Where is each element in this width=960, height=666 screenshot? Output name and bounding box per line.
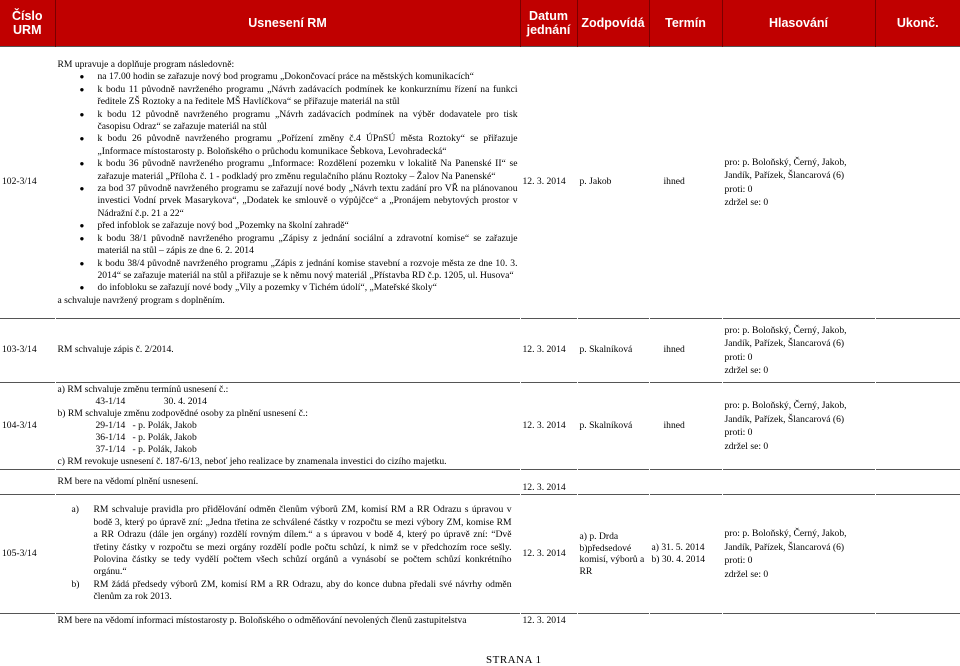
resolution-number: 102-3/14 <box>0 47 55 319</box>
deadline <box>649 614 722 629</box>
header-done: Ukonč. <box>875 0 960 47</box>
voting-result <box>722 495 875 614</box>
point-text: RM schvaluje pravidla pro přidělování odměn členům výborů ZM, komisí RM a RR Odrazu s úpravou v bodě 3, který po úpravě zní: „Jedna třetina ze schválené částky v rozpočtu se mezi výbory ZM, komise RM a RR Odrazu (dále jen orgány) rozdělí rovným dílem.“ a s úpravou v bodě 4, který po úpravě zní: “Dvě třetiny částky v rozpočtu se mezi orgány rozdělí podle počtu schůzí, k nimž se v předchozím roce sešly. Polovina částky se tedy vydělí počtem všech schůzí orgánů a vynásobí se počtem schůzí konkrétního orgánu.“ <box>93 504 512 578</box>
voting-result <box>722 383 875 470</box>
vote-proti: proti: 0 <box>724 427 753 438</box>
resolution-outro: a schvaluje navržený program s doplněním. <box>57 294 225 306</box>
header-date: Datum jednání <box>520 0 577 47</box>
table-row <box>0 495 960 614</box>
vote-pro: pro: p. Boloňský, Černý, Jakob, Jandík, Pařízek, Šlancarová (6) <box>724 324 847 349</box>
list-item: ● do infobloku se zařazují nové body „Vily a pozemky v Tichém údolí“, „Mateřské školy“ <box>98 282 518 294</box>
text-line: 29-1/14 - p. Polák, Jakob <box>95 420 197 431</box>
point-letter: a) <box>71 504 79 516</box>
page-footer: STRANA 1 <box>486 654 542 666</box>
meeting-date: 12. 3. 2014 <box>520 614 577 629</box>
header-deadline: Termín <box>649 0 722 47</box>
meeting-date: 12. 3. 2014 <box>520 319 577 383</box>
resolution-text: RM bere na vědomí plnění usnesení. <box>55 470 520 495</box>
responsible-person <box>577 470 649 495</box>
table-row <box>0 383 960 470</box>
vote-abstain: zdržel se: 0 <box>724 440 769 452</box>
text-line: a) RM schvaluje změnu termínů usnesení č.: <box>57 384 229 395</box>
table-row <box>0 47 960 319</box>
vote-pro: pro: p. Boloňský, Černý, Jakob, Jandík, Pařízek, Šlancarová (6) <box>724 156 847 181</box>
resolution-text: RM schvaluje zápis č. 2/2014. <box>55 319 520 383</box>
list-item: ● k bodu 12 původně navrženého programu „Návrh zadávacích podmínek na výběr dodavatele pro tisk časopisu Odraz“ se zařazuje materiál na stůl <box>98 109 518 134</box>
resolution-text: RM bere na vědomí informaci místostarosty p. Boloňského o odměňování nevolených členů zastupitelstva <box>55 614 520 629</box>
deadline: ihned <box>649 383 722 470</box>
text-line: 43-1/14 30. 4. 2014 <box>95 396 207 407</box>
list-item: ● k bodu 38/1 původně navrženého programu „Zápisy z jednání sociální a zdravotní komise“ se zařazuje materiál na stůl – zápis ze dne 6. 2. 2014 <box>98 233 518 258</box>
resolution-number: 103-3/14 <box>0 319 55 383</box>
list-item: ● k bodu 36 původně navrženého programu „Informace: Rozdělení pozemku v lokalitě Na Panenské II“ se zařazuje materiál „Příloha č. 1 - podkladý pro změnu regulačního plánu Roztoky – Žalov Na Panenské“ <box>98 158 518 183</box>
bullet-list <box>58 71 518 294</box>
header-responsible: Zodpovídá <box>577 0 649 47</box>
vote-proti: proti: 0 <box>724 555 753 566</box>
list-item: ● před infoblok se zařazuje nový bod „Pozemky na školní zahradě“ <box>98 220 518 232</box>
point-b <box>58 579 518 604</box>
resolution-text <box>55 383 520 470</box>
done-cell <box>875 47 960 319</box>
header-resolution: Usnesení RM <box>55 0 520 47</box>
voting-result <box>722 319 875 383</box>
deadline: ihned <box>649 47 722 319</box>
text-line: c) RM revokuje usnesení č. 187-6/13, neboť jeho realizace by znamenala investici do cizího majetku. <box>57 456 447 467</box>
point-a <box>58 504 518 578</box>
deadline-a: a) 31. 5. 2014 <box>651 541 705 553</box>
deadline: ihned <box>649 319 722 383</box>
meeting-date: 12. 3. 2014 <box>520 495 577 614</box>
done-cell <box>875 614 960 629</box>
list-item: ● k bodu 26 původně navrženého programu „Pořízení změny č.4 ÚPnSÚ města Roztoky“ se přiřazuje „Informace místostarosty p. Boloňského o průchodu komunikace Šebkova, Levohradecká“ <box>98 133 518 158</box>
header-voting: Hlasování <box>722 0 875 47</box>
meeting-date: 12. 3. 2014 <box>520 47 577 319</box>
meeting-date: 12. 3. 2014 <box>520 470 577 495</box>
resolution-number: 104-3/14 <box>0 383 55 470</box>
vote-abstain: zdržel se: 0 <box>724 568 769 580</box>
deadline <box>649 495 722 614</box>
table-row <box>0 319 960 383</box>
responsible-person: p. Skalníková <box>577 319 649 383</box>
vote-pro: pro: p. Boloňský, Černý, Jakob, Jandík, Pařízek, Šlancarová (6) <box>724 400 847 425</box>
table-row <box>0 614 960 629</box>
list-item: ● za bod 37 původně navrženého programu se zařazují nové body „Návrh textu zadání pro VŘ na plánovanou investici Vodní prvek Masarykova“, „Dodatek ke smlouvě o výpůjčce“ a „Pronájem nebytových prostor v Nádražní č.p. 21 a 22“ <box>98 183 518 220</box>
list-item: ● k bodu 11 původně navrženého programu „Návrh zadávacích podmínek ke konkurznímu řízení na funkci ředitele ZŠ Roztoky a na ředitele MŠ Havlíčkova“ se přiřazuje materiál na stůl <box>98 84 518 109</box>
responsible-person: a) p. Drda b)předsedové komisí, výborů a RR <box>577 495 649 614</box>
list-item: ● k bodu 38/4 původně navrženého programu „Zápis z jednání komise stavební a rozvoje města ze dne 10. 3. 2014“ se zařazuje materiál na stůl a přiřazuje se k němu nový materiál „Přístavba RD č.p. 1205, ul. Husova“ <box>98 258 518 283</box>
point-letter: b) <box>71 578 80 590</box>
vote-abstain: zdržel se: 0 <box>724 197 769 208</box>
voting-result <box>722 470 875 495</box>
voting-result <box>722 47 875 319</box>
table-row <box>0 470 960 495</box>
done-cell <box>875 383 960 470</box>
vote-pro: pro: p. Boloňský, Černý, Jakob, Jandík, Pařízek, Šlancarová (6) <box>724 528 847 553</box>
responsible-person: p. Jakob <box>577 47 649 319</box>
done-cell <box>875 470 960 495</box>
resolution-intro: RM upravuje a doplňuje program následovně: <box>57 59 235 70</box>
done-cell <box>875 319 960 383</box>
text-line: 37-1/14 - p. Polák, Jakob <box>95 444 197 455</box>
vote-proti: proti: 0 <box>724 183 753 195</box>
resolution-number <box>0 614 55 629</box>
resolution-number: 105-3/14 <box>0 495 55 614</box>
list-item: ● na 17.00 hodin se zařazuje nový bod programu „Dokončovací práce na městských komunikacích“ <box>98 71 518 83</box>
vote-proti: proti: 0 <box>724 351 753 363</box>
resolution-number <box>0 470 55 495</box>
resolution-text <box>55 495 520 614</box>
vote-abstain: zdržel se: 0 <box>724 365 769 376</box>
deadline-b: b) 30. 4. 2014 <box>651 554 706 565</box>
point-text: RM žádá předsedy výborů ZM, komisí RM a RR Odrazu, aby do konce dubna předali své návrhy odměn členům za rok 2013. <box>93 578 512 603</box>
text-line: 36-1/14 - p. Polák, Jakob <box>95 432 197 443</box>
meeting-date: 12. 3. 2014 <box>520 383 577 470</box>
done-cell <box>875 495 960 614</box>
resolution-text <box>55 47 520 319</box>
header-number: Číslo URM <box>0 0 55 47</box>
header-row <box>0 0 960 47</box>
deadline <box>649 470 722 495</box>
text-line: b) RM schvaluje změnu zodpovědné osoby za plnění usnesení č.: <box>57 408 308 419</box>
voting-result <box>722 614 875 629</box>
responsible-person: p. Skalníková <box>577 383 649 470</box>
responsible-person <box>577 614 649 629</box>
